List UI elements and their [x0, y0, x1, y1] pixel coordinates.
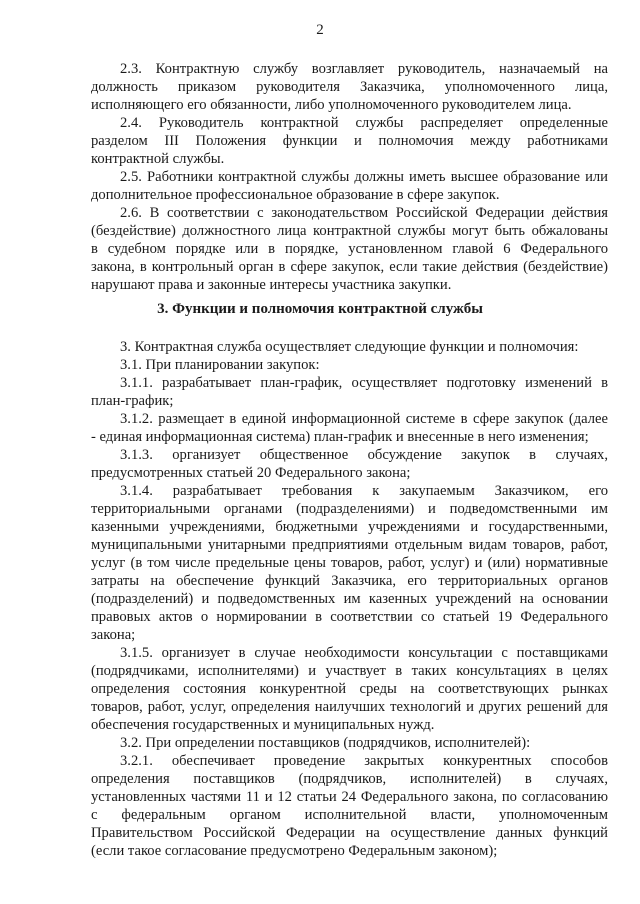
text-line: определения состояния конкурентной среды на соответствующих рынках — [91, 681, 608, 697]
text-line: 2.4. Руководитель контрактной службы распределяет определенные — [120, 115, 608, 131]
section-heading: 3. Функции и полномочия контрактной службы — [157, 301, 483, 317]
text-line: нарушают права и законные интересы участника закупки. — [91, 277, 452, 293]
text-line: закона, в контрольный орган в сфере закупок, если такие действия (бездействие) — [91, 259, 608, 275]
text-line: должность приказом руководителя Заказчика, уполномоченного лица, — [91, 79, 608, 95]
text-line: 3.1. При планировании закупок: — [120, 357, 320, 373]
page-number: 2 — [316, 22, 324, 38]
text-line: обеспечения государственных и муниципальных нужд. — [91, 717, 435, 733]
text-line: товаров, работ, услуг, определения наилучших технологий и других решений для — [91, 699, 608, 715]
text-line: дополнительное профессиональное образование в сфере закупок. — [91, 187, 500, 203]
text-line: в судебном порядке или в порядке, установленном главой 6 Федерального — [91, 241, 608, 257]
text-line: правовых актов о нормировании в соответствии со статьей 19 Федерального — [91, 609, 608, 625]
text-line: 3.1.1. разрабатывает план-график, осуществляет подготовку изменений в — [120, 375, 608, 391]
text-line: с федеральным органом исполнительной власти, уполномоченным — [91, 807, 608, 823]
text-line: (подрядчиками, исполнителями) и участвует в таких консультациях в целях — [91, 663, 608, 679]
text-line: (подразделений) и подведомственных им казенных учреждений на основании — [91, 591, 608, 607]
text-line: 3.1.3. организует общественное обсуждение закупок в случаях, — [120, 447, 608, 463]
text-line: 3.1.5. организует в случае необходимости консультации с поставщиками — [120, 645, 608, 661]
text-line: 3.1.2. размещает в единой информационной системе в сфере закупок (далее — [120, 411, 608, 427]
text-line: казенными учреждениями, бюджетными учреждениями и государственными, — [91, 519, 608, 535]
text-line: 3.2. При определении поставщиков (подрядчиков, исполнителей): — [120, 735, 531, 751]
text-line: услуг (в том числе предельные цены товаров, работ, услуг) и (или) нормативные — [91, 555, 608, 571]
text-line: Правительством Российской Федерации на осуществление данных функций — [91, 825, 608, 841]
text-line: установленных частями 11 и 12 статьи 24 Федерального закона, по согласованию — [91, 789, 608, 805]
text-line: 2.5. Работники контрактной службы должны иметь высшее образование или — [120, 169, 608, 185]
text-line: 3. Контрактная служба осуществляет следующие функции и полномочия: — [120, 339, 579, 355]
text-line: закона; — [91, 627, 136, 643]
text-line: муниципальными унитарными предприятиями отдельным видам товаров, работ, — [91, 537, 608, 553]
text-line: 3.1.4. разрабатывает требования к закупаемым Заказчиком, его — [120, 483, 608, 499]
text-line: - единая информационная система) план-график и внесенные в него изменения; — [91, 429, 589, 445]
text-line: исполняющего его обязанности, либо уполномоченного руководителем лица. — [91, 97, 572, 113]
text-line: 2.3. Контрактную службу возглавляет руководитель, назначаемый на — [120, 61, 608, 77]
text-line: 3.2.1. обеспечивает проведение закрытых конкурентных способов — [120, 753, 608, 769]
text-line: территориальными органами (подразделениями) и подведомственными им — [91, 501, 608, 517]
text-line: контрактной службы. — [91, 151, 225, 167]
text-line: 2.6. В соответствии с законодательством Российской Федерации действия — [120, 205, 608, 221]
text-line: предусмотренных статьей 20 Федерального закона; — [91, 465, 411, 481]
text-line: разделом III Положения функции и полномочия между работниками — [91, 133, 608, 149]
text-line: (бездействие) должностного лица контрактной службы могут быть обжалованы — [91, 223, 608, 239]
text-line: затраты на обеспечение функций Заказчика, его территориальных органов — [91, 573, 608, 589]
text-line: (если такое согласование предусмотрено Федеральным законом); — [91, 843, 498, 859]
text-line: план-график; — [91, 393, 174, 409]
text-line: определения поставщиков (подрядчиков, исполнителей) в случаях, — [91, 771, 608, 787]
